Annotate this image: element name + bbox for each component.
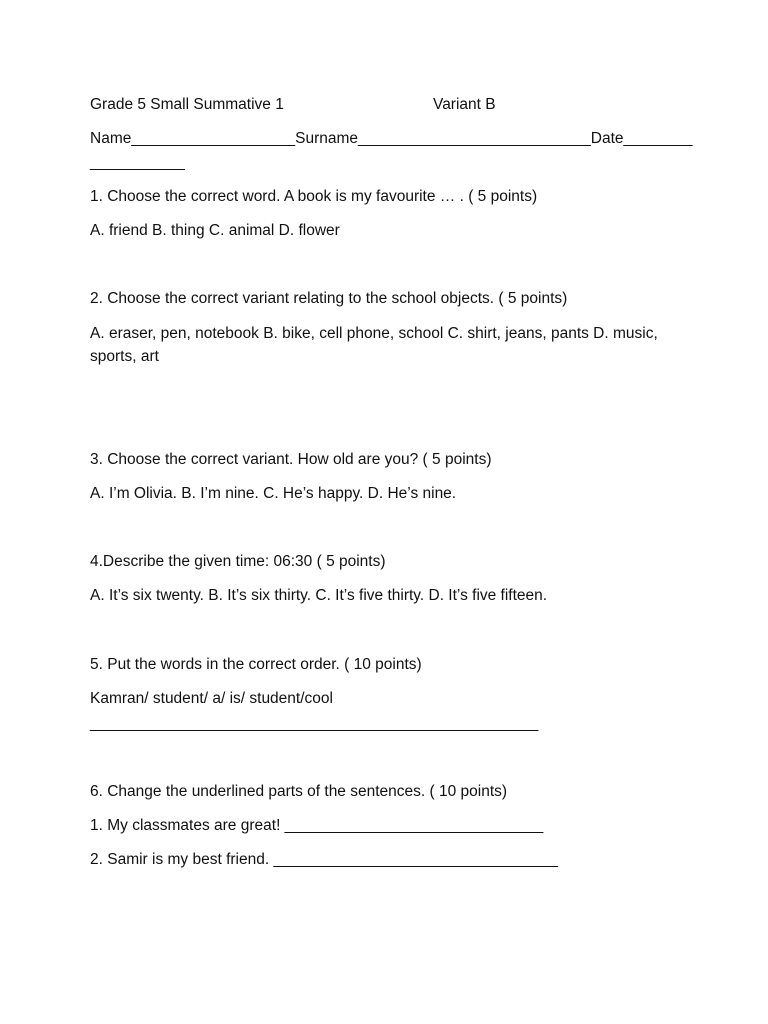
question-1-prompt: 1. Choose the correct word. A book is my favourite … . ( 5 points) [90, 188, 538, 205]
worksheet-header [90, 94, 496, 116]
question-5-answer-line: ____________________________________________________ [90, 715, 539, 732]
question-3-prompt: 3. Choose the correct variant. How old are you? ( 5 points) [90, 451, 492, 468]
question-6-prompt: 6. Change the underlined parts of the sentences. ( 10 points) [90, 783, 508, 800]
question-4-options: A. It’s six twenty. B. It’s six thirty. C. It’s five thirty. D. It’s five fifteen. [90, 587, 548, 604]
worksheet-title: Grade 5 Small Summative 1 [90, 96, 284, 113]
question-6-item: 2. Samir is my best friend. _________________________________ [90, 851, 558, 868]
name-surname-date-line: Name___________________Surname___________________________Date________ [90, 130, 693, 147]
worksheet-page [90, 0, 693, 1024]
question-2-options: A. eraser, pen, notebook B. bike, cell phone, school C. shirt, jeans, pants D. music, sports, art [90, 325, 658, 365]
question-6-item: 1. My classmates are great! ______________________________ [90, 817, 544, 834]
question-3-options: A. I’m Olivia. B. I’m nine. C. He’s happy. D. He’s nine. [90, 485, 457, 502]
question-5-words: Kamran/ student/ a/ is/ student/cool [90, 690, 333, 707]
question-2-prompt: 2. Choose the correct variant relating to the school objects. ( 5 points) [90, 290, 568, 307]
date-line-continuation: ___________ [90, 154, 185, 171]
question-4-prompt: 4.Describe the given time: 06:30 ( 5 points) [90, 553, 386, 570]
question-1-options: A. friend B. thing C. animal D. flower [90, 222, 340, 239]
question-5-prompt: 5. Put the words in the correct order. ( 10 points) [90, 656, 422, 673]
variant-label: Variant B [433, 96, 496, 113]
